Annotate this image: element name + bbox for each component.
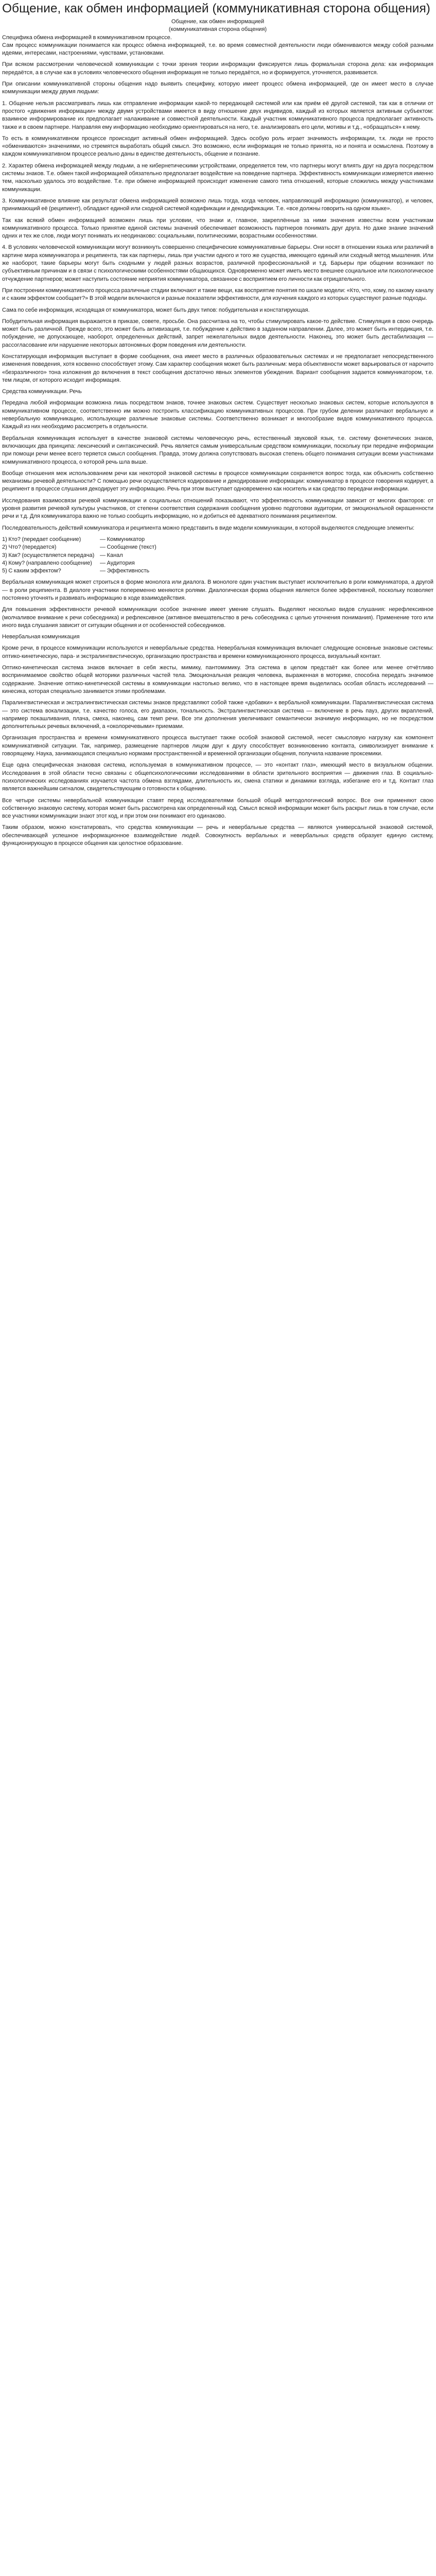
model-row [2, 552, 433, 560]
model-answer: — Канал [100, 552, 123, 558]
paragraph: Исследования взаимосвязи речевой коммуникации и социальных отношений показывают, что эффективность коммуникации зависит от многих факторов: от уровня развития речевой культуры участников, от степени соответствия содержания сообщения уровню подготовки аудитории, от эмоциональной окрашенности речи и т.д. Для коммуникатора важно не только сообщить информацию, но и добиться её адекватного понимания реципиентом. [2, 497, 433, 520]
model-answer: — Коммуникатор [100, 536, 145, 543]
subheading: (коммуникативная сторона общения) [168, 26, 267, 33]
paragraph: Оптико-кинетическая система знаков включает в себя жесты, мимику, пантомимику. Эта система в целом предстаёт как более или менее отчётливо воспринимаемое свойство общей моторики различных частей тела. Эмоциональная реакция человека, выраженная в моторике, способна передать значимое содержание. Значение оптико-кинетической системы в коммуникации настолько велико, что в настоящее время выделилась особая область исследований — кинесика, которая специально занимается этими проблемами. [2, 665, 433, 694]
article-body [2, 34, 433, 848]
model-question: 5) С каким эффектом? [2, 568, 61, 574]
paragraph: Вообще отношения меж использованием речи как некоторой знаковой системы в процессе коммуникации сохраняется вопрос тогда, как объяснить собственно механизмы речевой деятельности? С помощью речи осуществляется кодирование и декодирование информации: коммуникатор в процессе говорения кодирует, а реципиент в процессе слушания декодирует эту информацию. Речь при этом выступает одновременно как носитель и как средство передачи информации. [2, 470, 433, 493]
paragraph: Передача любой информации возможна лишь посредством знаков, точнее знаковых систем. Существует несколько знаковых систем, которые используются в коммуникативном процессе, соответственно им можно построить классификацию коммуникативных процессов. При грубом делении различают вербальную и невербальную коммуникацию, использующие различные знаковые системы. Соответственно возникает и многообразие видов коммуникативного процесса. Каждый из них необходимо рассмотреть в отдельности. [2, 400, 433, 430]
model-question: 2) Что? (передается) [2, 544, 57, 551]
subheading: Общение, как обмен информацией [171, 19, 265, 25]
paragraph: Побудительная информация выражается в приказе, совете, просьбе. Она рассчитана на то, чтобы стимулировать какое-то действие. Стимуляция в свою очередь может быть различной. Прежде всего, это может быть активизация, т.е. побуждение к действию в заданном направлении. Далее, это может быть интердикция, т.е. побуждение, не допускающее, наоборот, определенных действий, запрет нежелательных видов деятельности. Наконец, это может быть дестабилизация — рассогласование или нарушение некоторых автономных форм поведения или деятельности. [2, 318, 433, 348]
communication-model [2, 536, 433, 575]
paragraph: Сам процесс коммуникации понимается как процесс обмена информацией, т.е. во время совместной деятельности люди обмениваются между собой разными идеями, интересами, настроениями, чувствами, установками. [2, 42, 433, 57]
paragraph: Вербальная коммуникация использует в качестве знаковой системы человеческую речь, естественный звуковой язык, т.е. систему фонетических знаков, включающих два принципа: лексический и синтаксический. Речь является самым универсальным средством коммуникации, поскольку при передаче информации при помощи речи менее всего теряется смысл сообщения. Правда, этому должна сопутствовать высокая степень общего понимания ситуации всеми участниками коммуникативного процесса, о которой речь шла выше. [2, 435, 433, 465]
paragraph: 2. Характер обмена информацией между людьми, а не кибернетическими устройствами, определяется тем, что партнеры могут влиять друг на друга посредством системы знаков. Т.е. обмен такой информацией обязательно предполагает воздействие на поведение партнера. Эффективность коммуникации измеряется именно тем, насколько удалось это воздействие. Т.е. при обмене информацией происходит изменение самого типа отношений, которые сложились между участниками коммуникации. [2, 162, 433, 193]
model-question: 3) Как? (осуществляется передача) [2, 552, 95, 558]
model-row [2, 560, 433, 567]
paragraph: Таким образом, можно констатировать, что средства коммуникации — речь и невербальные средства — являются универсальной знаковой системой, обеспечивающей успешное информационное взаимодействие людей. Совокупность вербальных и невербальных средств образует единую систему, функционирующую в процессе общения как целостное образование. [2, 824, 433, 847]
paragraph: 1. Общение нельзя рассматривать лишь как отправление информации какой-то передающей системой или как приём её другой системой, так как в отличии от простого «движения информации» между двумя устройствами имеется в виду отношение двух индивидов, каждый из которых является активным субъектом: взаимное информирование их предполагает налаживание и совместной деятельности. Каждый участник коммуникативного процесса предполагает активность также и в своем партнере. Направляя ему информацию необходимо ориентироваться на него, т.е. анализировать его цели, мотивы и т.д., «обращаться» к нему. [2, 100, 433, 130]
model-row [2, 567, 433, 575]
paragraph: Паралингвистическая и экстралингвистическая системы знаков представляют собой также «добавки» к вербальной коммуникации. Паралингвистическая система — это система вокализации, т.е. качество голоса, его диапазон, тональность. Экстралингвистическая система — включение в речь пауз, других вкраплений, например покашливания, плача, смеха, наконец, сам темп речи. Все эти дополнения увеличивают семантически значимую информацию, но не посредством дополнительных речевых включений, а «околоречевыми» приемами. [2, 700, 433, 730]
paragraph: Вербальная коммуникация может строиться в форме монолога или диалога. В монологе один участник выступает исключительно в роли коммуникатора, а другой — в роли реципиента. В диалоге участники попеременно меняются ролями. Диалогическая форма общения является более эффективной, поскольку позволяет постоянно уточнять и развивать информацию в ходе взаимодействия. [2, 579, 433, 601]
paragraph: 4. В условиях человеческой коммуникации могут возникнуть совершенно специфические коммуникативные барьеры. Они носят в отношении языка или различий в картине мира коммуникатора и реципиента, так как партнеры, лишь при участии одного и того же существа, имеющего единый или сходный метод мышления. Или же наоборот, такие барьеры могут быть сходными у людей разных возрастов, различной профессиональной и т.д. Барьеры при общении возникают по субъективным причинам и в связи с психологическими особенностями общающихся. Одновременно может иметь место внешнее социальное или психологическое отчуждение партнеров; может наступить состояние неприятия коммуникатора, связанное с восприятием его личности как отрицательного. [2, 244, 433, 282]
section-heading: Невербальная коммуникация [2, 634, 80, 640]
paragraph: 3. Коммуникативное влияние как результат обмена информацией возможно лишь тогда, когда человек, направляющий информацию (коммуникатор), и человек, принимающий её (реципиент), обладают единой или сходной системой кодификации и декодификации. Т.е. «все должны говорить на одном языке». [2, 197, 433, 212]
paragraph: При всяком рассмотрении человеческой коммуникации с точки зрения теории информации фиксируется лишь формальная сторона дела: как информация передаётся, а в случае как в условиях человеческого общения информация не только передаётся, но и формируется, уточняется, развивается. [2, 61, 433, 76]
paragraph: При построении коммуникативного процесса различные стадии включают и такие вещи, как восприятие понятия по шкале модели: «Кто, что, кому, по какому каналу и с каким эффектом сообщает?» В этой модели включаются и разные показатели эффективности, для изучения каждого из которых существуют разные подходы. [2, 287, 433, 302]
paragraph: Так как всякий обмен информацией возможен лишь при условии, что знаки и, главное, закреплённые за ними значения известны всем участникам коммуникативного процесса. Только принятие единой системы значений обеспечивает возможность партнеров понимать друг друга. Но даже знание значений одних и тех же слов, люди могут понимать их неодинаково: социальными, политическими, возрастными особенностями. [2, 217, 433, 240]
paragraph: Все четыре системы невербальной коммуникации ставят перед исследователями большой общий методологический вопрос. Все они применяют свою собственную знаковую систему, которая может быть рассмотрена как определенный код. Смысл всякой информации может быть раскрыт лишь в том случае, если все участники коммуникации знают этот код, и при этом они понимают его одинаково. [2, 797, 433, 820]
paragraph: Еще одна специфическая знаковая система, используемая в коммуникативном процессе, — это «контакт глаз», имеющий место в визуальном общении. Исследования в этой области тесно связаны с общепсихологическими исследованиями в области зрительного восприятия — движения глаз. В социально-психологических исследованиях изучается частота обмена взглядами, длительность их, смена статики и динамики взгляда, избегание его и т.д. Контакт глаз является важнейшим сигналом, свидетельствующим о готовности к общению. [2, 762, 433, 792]
section-heading: Средства коммуникации. Речь [2, 388, 82, 395]
model-answer: — Аудитория [100, 560, 135, 566]
article-page [0, 0, 436, 848]
model-row [2, 536, 433, 544]
paragraph: То есть в коммуникативном процессе происходит активный обмен информацией. Здесь особую роль играет значимость информации, т.к. люди не просто «обмениваются» значениями, но стремятся выработать общий смысл. Это возможно, если информация не только принята, но и понята и осмыслена. Поэтому в каждом коммуникативном процессе реально даны в единстве деятельность, общение и познание. [2, 135, 433, 158]
model-question: 1) Кто? (передает сообщение) [2, 536, 81, 543]
paragraph: Для повышения эффективности речевой коммуникации особое значение имеет умение слушать. Выделяют несколько видов слушания: нерефлексивное (молчаливое внимание к речи собеседника) и рефлексивное (активное вмешательство в речь собеседника с целью уточнения понимания). Применение того или иного вида слушания зависит от ситуации общения и от особенностей собеседников. [2, 606, 433, 629]
model-answer: — Сообщение (текст) [100, 544, 156, 551]
paragraph: Организация пространства и времени коммуникативного процесса выступает также особой знаковой системой, несет смысловую нагрузку как компонент коммуникативной ситуации. Так, например, размещение партнеров лицом друг к другу способствует возникновению контакта, символизирует внимание к говорящему. Наука, занимающаяся специально нормами пространственной и временной организации общения, получила название проксемики. [2, 735, 433, 757]
page-title: Общение, как обмен информацией (коммуникативная сторона общения) [2, 2, 430, 15]
paragraph: Специфика обмена информацией в коммуникативном процессе. [2, 34, 172, 41]
model-answer: — Эффективность [100, 568, 150, 574]
model-question: 4) Кому? (направлено сообщение) [2, 560, 92, 566]
paragraph: Последовательность действий коммуникатора и реципиента можно представить в виде модели коммуникации, в которой выделяются следующие элементы: [2, 524, 415, 531]
paragraph: Констатирующая информация выступает в форме сообщения, она имеет место в различных образовательных системах и не предполагает непосредственного изменения поведения, хотя косвенно способствует этому. Сам характер сообщения может быть различным: мера объективности может варьироваться от нарочито «безразличного» тона изложения до включения в текст сообщения достаточно явных элементов убеждения. Вариант сообщения задается коммуникатором, т.е. тем лицом, от которого исходит информация. [2, 353, 433, 383]
paragraph: При описании коммуникативной стороны общения надо выявить специфику, которую имеет процесс обмена информацией, где он имеет место в случае коммуникации между двумя людьми: [2, 81, 433, 95]
paragraph: Сама по себе информация, исходящая от коммуникатора, может быть двух типов: побудительная и констатирующая. [2, 307, 310, 313]
model-row [2, 544, 433, 551]
paragraph: Кроме речи, в процессе коммуникации используются и невербальные средства. Невербальная коммуникация включает следующие основные знаковые системы: оптико-кинетическую, пара- и экстралингвистическую, организацию пространства и времени коммуникационного процесса, визуальный контакт. [2, 645, 433, 659]
